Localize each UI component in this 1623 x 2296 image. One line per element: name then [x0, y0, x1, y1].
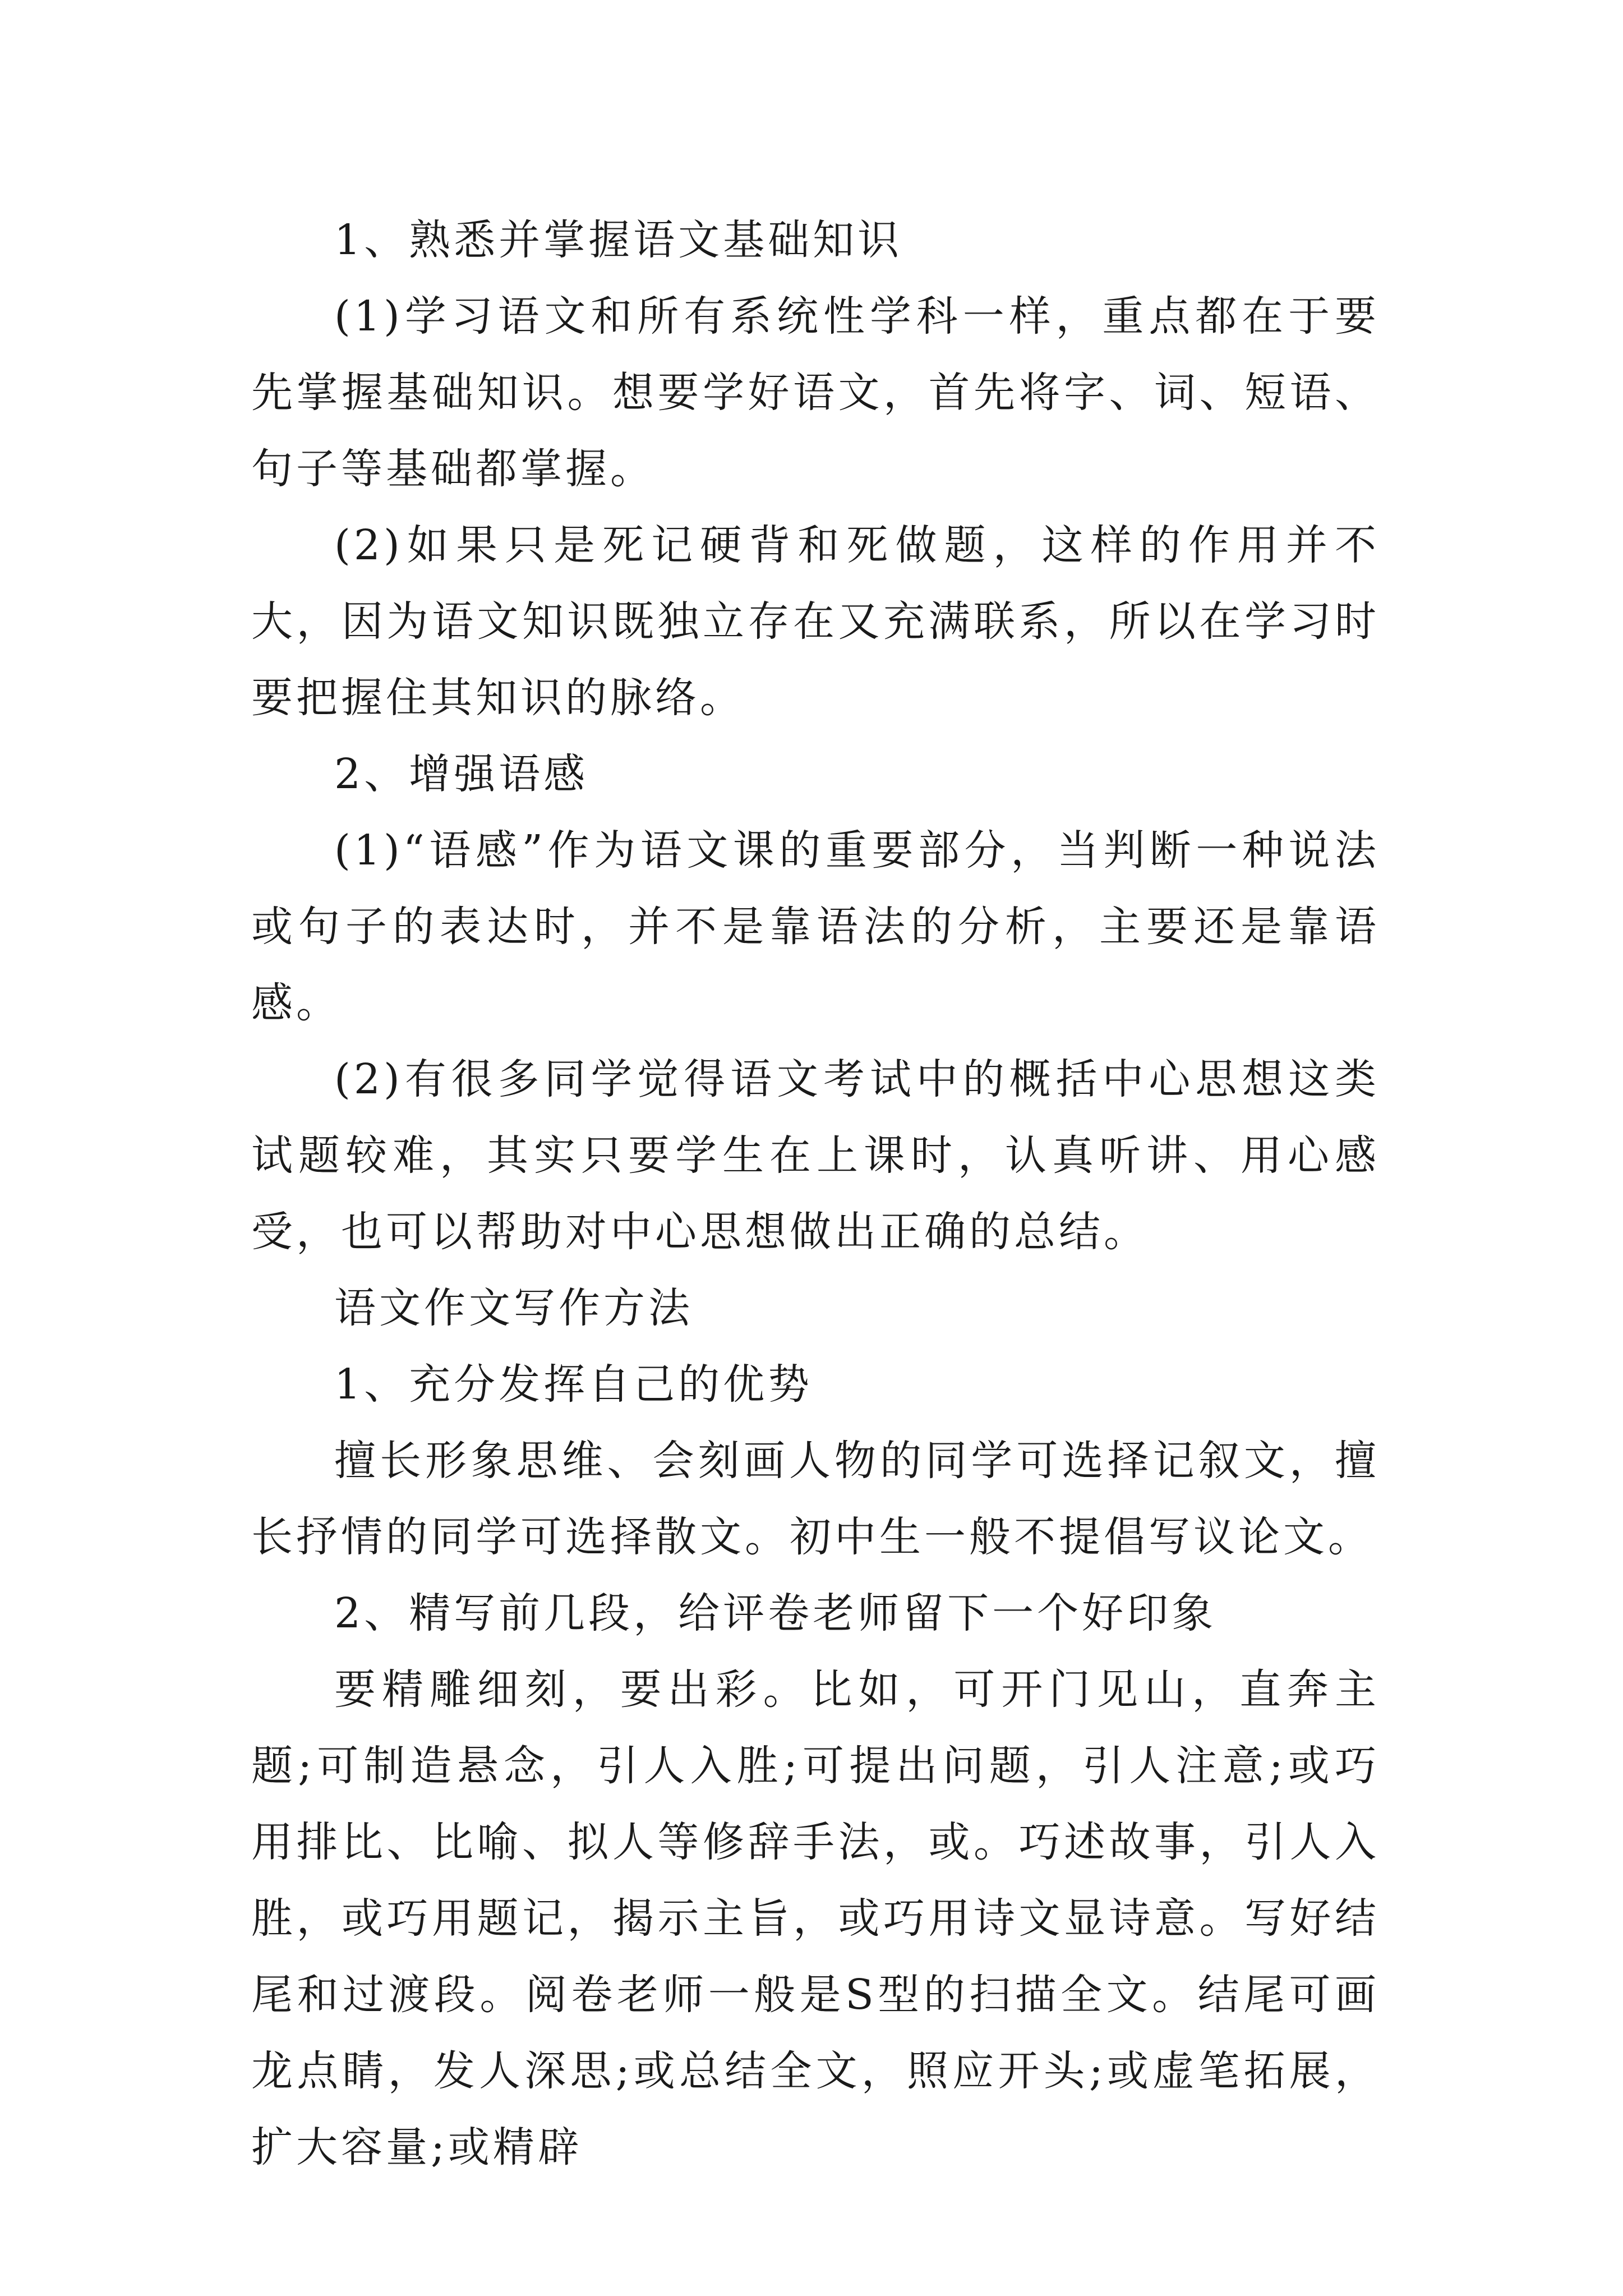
document-body	[251, 202, 1380, 2185]
paragraph: (2)如果只是死记硬背和死做题，这样的作用并不大，因为语文知识既独立存在又充满联系，所以在学习时要把握住其知识的脉络。	[251, 521, 1380, 722]
paragraph: 要精雕细刻，要出彩。比如，可开门见山，直奔主题;可制造悬念，引人入胜;可提出问题，引人注意;或巧用排比、比喻、拟人等修辞手法，或。巧述故事，引人入胜，或巧用题记，揭示主旨，或巧用诗文显诗意。写好结尾和过渡段。阅卷老师一般是S型的扫描全文。结尾可画龙点睛，发人深思;或总结全文，照应开头;或虚笔拓展，扩大容量;或精辟	[251, 1665, 1380, 2171]
heading-opening-paragraphs: 2、精写前几段，给评卷老师留下一个好印象	[334, 1589, 1217, 1637]
section-title-writing-methods: 语文作文写作方法	[334, 1284, 693, 1332]
paragraph: (2)有很多同学觉得语文考试中的概括中心思想这类试题较难，其实只要学生在上课时，认真听讲、用心感受，也可以帮助对中心思想做出正确的总结。	[251, 1055, 1380, 1256]
heading-basic-knowledge: 1、熟悉并掌握语文基础知识	[334, 216, 903, 264]
paragraph: (1)“语感”作为语文课的重要部分，当判断一种说法或句子的表达时，并不是靠语法的分析，主要还是靠语感。	[251, 826, 1380, 1027]
heading-language-sense: 2、增强语感	[334, 750, 589, 798]
paragraph: 擅长形象思维、会刻画人物的同学可选择记叙文，擅长抒情的同学可选择散文。初中生一般不提倡写议论文。	[251, 1437, 1380, 1561]
heading-strengths: 1、充分发挥自己的优势	[334, 1360, 813, 1409]
paragraph: (1)学习语文和所有系统性学科一样，重点都在于要先掌握基础知识。想要学好语文，首先将字、词、短语、句子等基础都掌握。	[251, 292, 1380, 493]
